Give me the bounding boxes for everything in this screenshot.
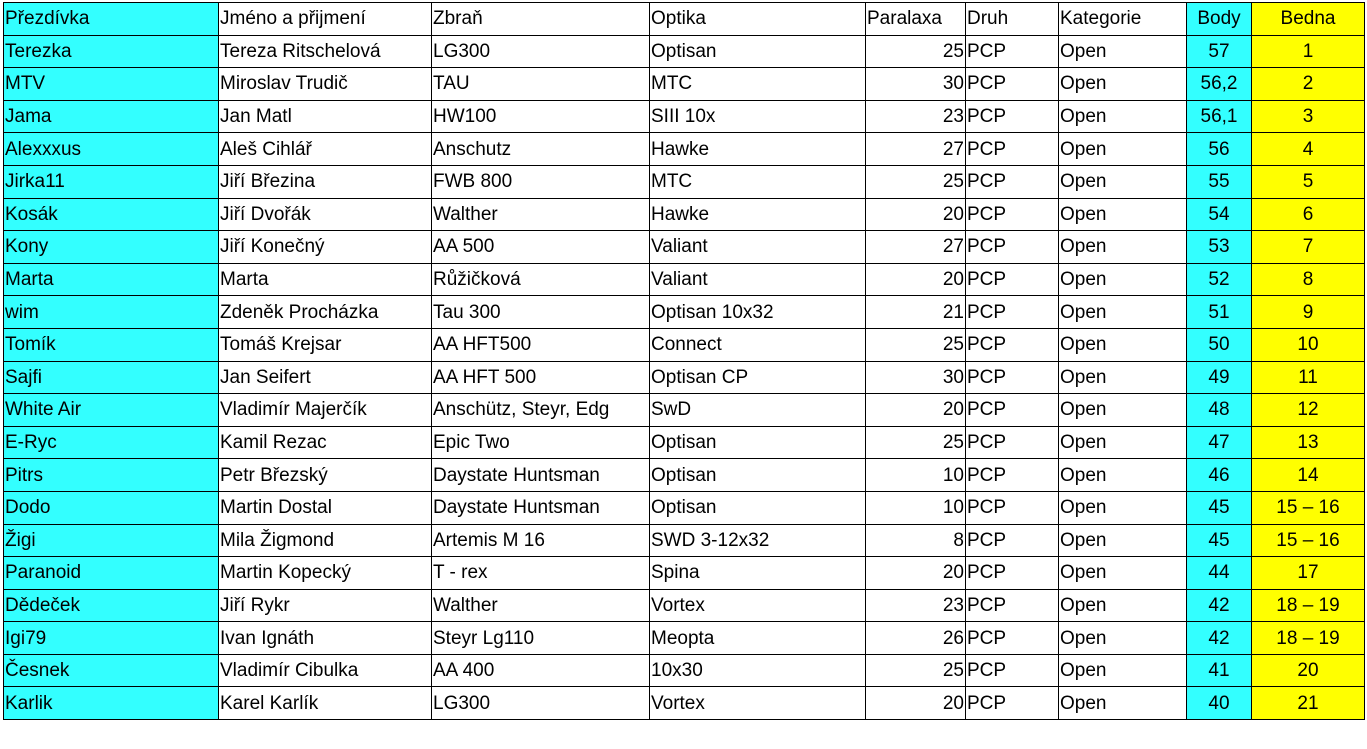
nickname-cell[interactable]: Sajfi: [4, 361, 219, 394]
optics-cell[interactable]: Hawke: [650, 198, 866, 231]
optics-cell[interactable]: Valiant: [650, 231, 866, 264]
weapon-cell[interactable]: Steyr Lg110: [432, 622, 650, 655]
place-cell[interactable]: 10: [1252, 328, 1365, 361]
optics-cell[interactable]: Optisan CP: [650, 361, 866, 394]
header-cell[interactable]: Optika: [650, 3, 866, 36]
parallax-cell[interactable]: 25: [866, 654, 966, 687]
nickname-cell[interactable]: Terezka: [4, 35, 219, 68]
type-cell[interactable]: PCP: [966, 426, 1059, 459]
points-cell[interactable]: 56,1: [1187, 100, 1252, 133]
optics-cell[interactable]: MTC: [650, 68, 866, 101]
type-cell[interactable]: PCP: [966, 231, 1059, 264]
type-cell[interactable]: PCP: [966, 459, 1059, 492]
category-cell[interactable]: Open: [1059, 687, 1187, 720]
nickname-cell[interactable]: Tomík: [4, 328, 219, 361]
table-row: [4, 198, 1365, 231]
points-cell[interactable]: 53: [1187, 231, 1252, 264]
weapon-cell[interactable]: Daystate Huntsman: [432, 491, 650, 524]
place-cell[interactable]: 8: [1252, 263, 1365, 296]
table-row: [4, 296, 1365, 329]
category-cell[interactable]: Open: [1059, 100, 1187, 133]
table-row: [4, 557, 1365, 590]
nickname-cell[interactable]: Česnek: [4, 654, 219, 687]
full-name-cell[interactable]: Jiří Rykr: [219, 589, 432, 622]
nickname-cell[interactable]: E-Ryc: [4, 426, 219, 459]
table-row: [4, 263, 1365, 296]
points-cell[interactable]: 42: [1187, 589, 1252, 622]
full-name-cell[interactable]: Tereza Ritschelová: [219, 35, 432, 68]
parallax-cell[interactable]: 27: [866, 231, 966, 264]
type-cell[interactable]: PCP: [966, 524, 1059, 557]
optics-cell[interactable]: MTC: [650, 165, 866, 198]
nickname-cell[interactable]: Dodo: [4, 491, 219, 524]
points-cell[interactable]: 50: [1187, 328, 1252, 361]
category-cell[interactable]: Open: [1059, 231, 1187, 264]
header-cell[interactable]: Body: [1187, 3, 1252, 36]
place-cell[interactable]: 15 – 16: [1252, 491, 1365, 524]
place-cell[interactable]: 20: [1252, 654, 1365, 687]
optics-cell[interactable]: Hawke: [650, 133, 866, 166]
parallax-cell[interactable]: 20: [866, 394, 966, 427]
place-cell[interactable]: 3: [1252, 100, 1365, 133]
points-cell[interactable]: 45: [1187, 524, 1252, 557]
full-name-cell[interactable]: Jiří Dvořák: [219, 198, 432, 231]
full-name-cell[interactable]: Miroslav Trudič: [219, 68, 432, 101]
nickname-cell[interactable]: White Air: [4, 394, 219, 427]
parallax-cell[interactable]: 10: [866, 459, 966, 492]
type-cell[interactable]: PCP: [966, 654, 1059, 687]
table-row: [4, 524, 1365, 557]
full-name-cell[interactable]: Aleš Cihlář: [219, 133, 432, 166]
place-cell[interactable]: 15 – 16: [1252, 524, 1365, 557]
place-cell[interactable]: 7: [1252, 231, 1365, 264]
full-name-cell[interactable]: Petr Březský: [219, 459, 432, 492]
weapon-cell[interactable]: Walther: [432, 589, 650, 622]
table-row: [4, 231, 1365, 264]
weapon-cell[interactable]: AA HFT 500: [432, 361, 650, 394]
optics-cell[interactable]: Optisan 10x32: [650, 296, 866, 329]
place-cell[interactable]: 13: [1252, 426, 1365, 459]
header-cell[interactable]: Bedna: [1252, 3, 1365, 36]
full-name-cell[interactable]: Mila Žigmond: [219, 524, 432, 557]
optics-cell[interactable]: Optisan: [650, 491, 866, 524]
nickname-cell[interactable]: Kony: [4, 231, 219, 264]
full-name-cell[interactable]: Jiří Konečný: [219, 231, 432, 264]
type-cell[interactable]: PCP: [966, 589, 1059, 622]
parallax-cell[interactable]: 30: [866, 68, 966, 101]
points-cell[interactable]: 54: [1187, 198, 1252, 231]
weapon-cell[interactable]: AA 400: [432, 654, 650, 687]
optics-cell[interactable]: Valiant: [650, 263, 866, 296]
type-cell[interactable]: PCP: [966, 263, 1059, 296]
type-cell[interactable]: PCP: [966, 68, 1059, 101]
place-cell[interactable]: 14: [1252, 459, 1365, 492]
parallax-cell[interactable]: 25: [866, 165, 966, 198]
header-cell[interactable]: Kategorie: [1059, 3, 1187, 36]
optics-cell[interactable]: Optisan: [650, 426, 866, 459]
type-cell[interactable]: PCP: [966, 687, 1059, 720]
type-cell[interactable]: PCP: [966, 557, 1059, 590]
category-cell[interactable]: Open: [1059, 394, 1187, 427]
weapon-cell[interactable]: Růžičková: [432, 263, 650, 296]
nickname-cell[interactable]: Paranoid: [4, 557, 219, 590]
weapon-cell[interactable]: Epic Two: [432, 426, 650, 459]
full-name-cell[interactable]: Marta: [219, 263, 432, 296]
parallax-cell[interactable]: 25: [866, 426, 966, 459]
weapon-cell[interactable]: Walther: [432, 198, 650, 231]
weapon-cell[interactable]: Tau 300: [432, 296, 650, 329]
place-cell[interactable]: 18 – 19: [1252, 622, 1365, 655]
optics-cell[interactable]: Optisan: [650, 35, 866, 68]
optics-cell[interactable]: 10x30: [650, 654, 866, 687]
optics-cell[interactable]: SIII 10x: [650, 100, 866, 133]
nickname-cell[interactable]: Karlik: [4, 687, 219, 720]
parallax-cell[interactable]: 8: [866, 524, 966, 557]
points-cell[interactable]: 46: [1187, 459, 1252, 492]
category-cell[interactable]: Open: [1059, 165, 1187, 198]
table-row: [4, 687, 1365, 720]
category-cell[interactable]: Open: [1059, 524, 1187, 557]
table-row: [4, 165, 1365, 198]
table-row: [4, 328, 1365, 361]
parallax-cell[interactable]: 25: [866, 35, 966, 68]
category-cell[interactable]: Open: [1059, 68, 1187, 101]
table-row: [4, 133, 1365, 166]
full-name-cell[interactable]: Zdeněk Procházka: [219, 296, 432, 329]
place-cell[interactable]: 6: [1252, 198, 1365, 231]
nickname-cell[interactable]: Alexxxus: [4, 133, 219, 166]
type-cell[interactable]: PCP: [966, 328, 1059, 361]
parallax-cell[interactable]: 27: [866, 133, 966, 166]
type-cell[interactable]: PCP: [966, 133, 1059, 166]
full-name-cell[interactable]: Vladimír Cibulka: [219, 654, 432, 687]
parallax-cell[interactable]: 20: [866, 263, 966, 296]
place-cell[interactable]: 12: [1252, 394, 1365, 427]
optics-cell[interactable]: SwD: [650, 394, 866, 427]
nickname-cell[interactable]: wim: [4, 296, 219, 329]
optics-cell[interactable]: Connect: [650, 328, 866, 361]
optics-cell[interactable]: Optisan: [650, 459, 866, 492]
type-cell[interactable]: PCP: [966, 165, 1059, 198]
category-cell[interactable]: Open: [1059, 361, 1187, 394]
weapon-cell[interactable]: TAU: [432, 68, 650, 101]
type-cell[interactable]: PCP: [966, 296, 1059, 329]
results-table: [3, 2, 1365, 720]
nickname-cell[interactable]: Jama: [4, 100, 219, 133]
full-name-cell[interactable]: Vladimír Majerčík: [219, 394, 432, 427]
parallax-cell[interactable]: 21: [866, 296, 966, 329]
parallax-cell[interactable]: 25: [866, 328, 966, 361]
parallax-cell[interactable]: 20: [866, 198, 966, 231]
category-cell[interactable]: Open: [1059, 198, 1187, 231]
optics-cell[interactable]: Spina: [650, 557, 866, 590]
table-row: [4, 68, 1365, 101]
points-cell[interactable]: 57: [1187, 35, 1252, 68]
category-cell[interactable]: Open: [1059, 296, 1187, 329]
place-cell[interactable]: 2: [1252, 68, 1365, 101]
header-cell[interactable]: Druh: [966, 3, 1059, 36]
place-cell[interactable]: 17: [1252, 557, 1365, 590]
full-name-cell[interactable]: Jan Matl: [219, 100, 432, 133]
points-cell[interactable]: 44: [1187, 557, 1252, 590]
points-cell[interactable]: 45: [1187, 491, 1252, 524]
nickname-cell[interactable]: Dědeček: [4, 589, 219, 622]
place-cell[interactable]: 11: [1252, 361, 1365, 394]
table-row: [4, 491, 1365, 524]
points-cell[interactable]: 41: [1187, 654, 1252, 687]
header-cell[interactable]: Zbraň: [432, 3, 650, 36]
full-name-cell[interactable]: Karel Karlík: [219, 687, 432, 720]
full-name-cell[interactable]: Tomáš Krejsar: [219, 328, 432, 361]
nickname-cell[interactable]: Igi79: [4, 622, 219, 655]
place-cell[interactable]: 18 – 19: [1252, 589, 1365, 622]
category-cell[interactable]: Open: [1059, 557, 1187, 590]
category-cell[interactable]: Open: [1059, 654, 1187, 687]
points-cell[interactable]: 42: [1187, 622, 1252, 655]
table-row: [4, 622, 1365, 655]
type-cell[interactable]: PCP: [966, 361, 1059, 394]
place-cell[interactable]: 21: [1252, 687, 1365, 720]
type-cell[interactable]: PCP: [966, 622, 1059, 655]
table-row: [4, 361, 1365, 394]
full-name-cell[interactable]: Martin Dostal: [219, 491, 432, 524]
points-cell[interactable]: 52: [1187, 263, 1252, 296]
nickname-cell[interactable]: Marta: [4, 263, 219, 296]
optics-cell[interactable]: SWD 3-12x32: [650, 524, 866, 557]
category-cell[interactable]: Open: [1059, 622, 1187, 655]
category-cell[interactable]: Open: [1059, 133, 1187, 166]
place-cell[interactable]: 9: [1252, 296, 1365, 329]
header-cell[interactable]: Jméno a přijmení: [219, 3, 432, 36]
weapon-cell[interactable]: T - rex: [432, 557, 650, 590]
parallax-cell[interactable]: 20: [866, 557, 966, 590]
category-cell[interactable]: Open: [1059, 35, 1187, 68]
optics-cell[interactable]: Vortex: [650, 589, 866, 622]
points-cell[interactable]: 49: [1187, 361, 1252, 394]
table-row: [4, 100, 1365, 133]
nickname-cell[interactable]: MTV: [4, 68, 219, 101]
full-name-cell[interactable]: Kamil Rezac: [219, 426, 432, 459]
weapon-cell[interactable]: AA 500: [432, 231, 650, 264]
place-cell[interactable]: 4: [1252, 133, 1365, 166]
category-cell[interactable]: Open: [1059, 589, 1187, 622]
points-cell[interactable]: 56: [1187, 133, 1252, 166]
full-name-cell[interactable]: Martin Kopecký: [219, 557, 432, 590]
place-cell[interactable]: 5: [1252, 165, 1365, 198]
table-row: [4, 426, 1365, 459]
points-cell[interactable]: 47: [1187, 426, 1252, 459]
category-cell[interactable]: Open: [1059, 459, 1187, 492]
table-row: [4, 654, 1365, 687]
points-cell[interactable]: 40: [1187, 687, 1252, 720]
weapon-cell[interactable]: AA HFT500: [432, 328, 650, 361]
optics-cell[interactable]: Vortex: [650, 687, 866, 720]
type-cell[interactable]: PCP: [966, 35, 1059, 68]
place-cell[interactable]: 1: [1252, 35, 1365, 68]
weapon-cell[interactable]: LG300: [432, 687, 650, 720]
full-name-cell[interactable]: Ivan Ignáth: [219, 622, 432, 655]
full-name-cell[interactable]: Jan Seifert: [219, 361, 432, 394]
category-cell[interactable]: Open: [1059, 263, 1187, 296]
parallax-cell[interactable]: 23: [866, 100, 966, 133]
table-row: [4, 589, 1365, 622]
weapon-cell[interactable]: Anschütz, Steyr, Edg: [432, 394, 650, 427]
weapon-cell[interactable]: Anschutz: [432, 133, 650, 166]
header-row: [4, 3, 1365, 36]
parallax-cell[interactable]: 20: [866, 687, 966, 720]
nickname-cell[interactable]: Kosák: [4, 198, 219, 231]
parallax-cell[interactable]: 23: [866, 589, 966, 622]
type-cell[interactable]: PCP: [966, 100, 1059, 133]
optics-cell[interactable]: Meopta: [650, 622, 866, 655]
weapon-cell[interactable]: Artemis M 16: [432, 524, 650, 557]
nickname-cell[interactable]: Žigi: [4, 524, 219, 557]
weapon-cell[interactable]: Daystate Huntsman: [432, 459, 650, 492]
parallax-cell[interactable]: 10: [866, 491, 966, 524]
category-cell[interactable]: Open: [1059, 426, 1187, 459]
type-cell[interactable]: PCP: [966, 198, 1059, 231]
table-row: [4, 394, 1365, 427]
weapon-cell[interactable]: LG300: [432, 35, 650, 68]
points-cell[interactable]: 48: [1187, 394, 1252, 427]
header-cell[interactable]: Paralaxa: [866, 3, 966, 36]
header-cell[interactable]: Přezdívka: [4, 3, 219, 36]
nickname-cell[interactable]: Pitrs: [4, 459, 219, 492]
category-cell[interactable]: Open: [1059, 328, 1187, 361]
table-row: [4, 35, 1365, 68]
type-cell[interactable]: PCP: [966, 491, 1059, 524]
points-cell[interactable]: 51: [1187, 296, 1252, 329]
type-cell[interactable]: PCP: [966, 394, 1059, 427]
weapon-cell[interactable]: HW100: [432, 100, 650, 133]
full-name-cell[interactable]: Jiří Březina: [219, 165, 432, 198]
points-cell[interactable]: 56,2: [1187, 68, 1252, 101]
category-cell[interactable]: Open: [1059, 491, 1187, 524]
table-row: [4, 459, 1365, 492]
parallax-cell[interactable]: 26: [866, 622, 966, 655]
parallax-cell[interactable]: 30: [866, 361, 966, 394]
nickname-cell[interactable]: Jirka11: [4, 165, 219, 198]
points-cell[interactable]: 55: [1187, 165, 1252, 198]
weapon-cell[interactable]: FWB 800: [432, 165, 650, 198]
